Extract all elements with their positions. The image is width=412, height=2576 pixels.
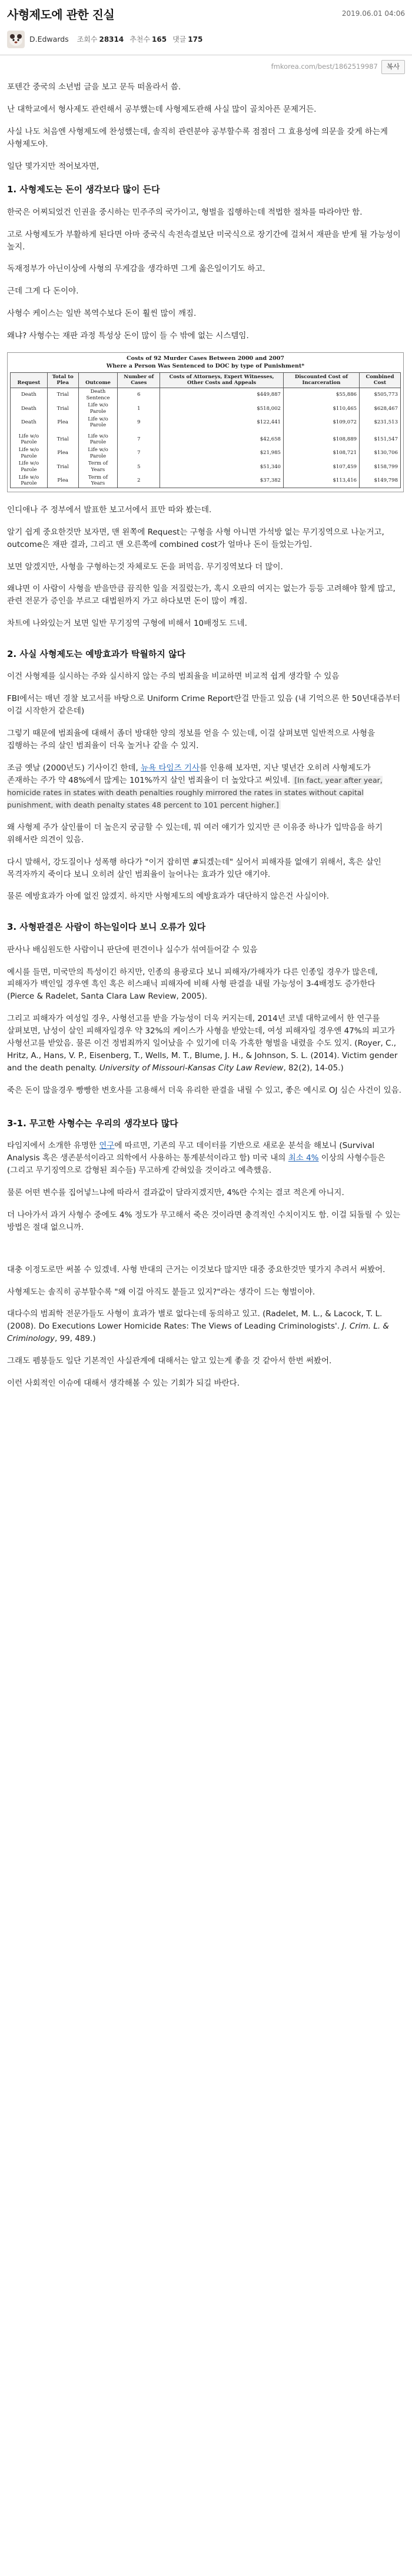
paragraph: 사실 나도 처음엔 사형제도에 찬성했는데, 솔직히 관련분야 공부할수록 점점더 그 효용성에 의문을 갖게 하는게 사형제도야. (7, 126, 388, 149)
table-cell: $231,513 (360, 416, 401, 429)
paragraph: 물론 어떤 변수를 집어넣느냐에 따라서 결과값이 달라지겠지만, 4%란 수치는 결코 적은게 아니지. (7, 1187, 344, 1197)
table-title-line-2: Where a Person Was Sentenced to DOC by type of Punishment* (106, 362, 305, 369)
paragraph (7, 762, 404, 812)
table-cell: $109,072 (283, 416, 359, 429)
table-cell: Trial (47, 402, 78, 415)
paragraph: 고로 사형제도가 부활하게 된다면 아마 중국식 속전속결보단 미국식으로 장기간에 걸쳐서 재판을 받게 될 가능성이 높지. (7, 229, 401, 252)
table-cell: Death (11, 402, 48, 415)
paragraph: 예시를 들면, 미국만의 특성이긴 하지만, 인종의 용광로다 보니 피해자/가해자가 다른 인종일 경우가 많은데, 피해자가 백인일 경우엔 흑인 혹은 히스패닉 피해자에 비해 사형 판결을 내릴 가능성이 3-4배정도 증가한다 (Pierce & Radelet, Santa Clara Law Review, 2005). (7, 967, 378, 1002)
table-cell: Death Sentence (78, 388, 118, 402)
text-span: , 82(2), 14-05.) (283, 1063, 344, 1073)
table-cell: Life w/o Parole (11, 433, 48, 446)
paragraph (7, 1140, 404, 1177)
table-cell: $110,465 (283, 402, 359, 415)
paragraph: 일단 몇가지만 적어보자면, (7, 161, 99, 171)
table-cell: 6 (118, 388, 160, 402)
paragraph: 죽은 돈이 많을경우 빵빵한 변호사를 고용해서 더욱 유리한 판결을 내릴 수 있고, 좋은 예시로 OJ 심슨 사건이 있음. (7, 1085, 401, 1095)
paragraph: 알기 쉽게 중요한것만 보자면, 맨 왼쪽에 Request는 구형을 사형 아니면 가석방 없는 무기징역으로 나눈거고, outcome은 재판 결과, 그리고 맨 오른쪽에 combined cost가 얼마나 돈이 들었는가임. (7, 527, 384, 549)
table-title (10, 355, 401, 371)
text-span: 이상의 사형수들은 (그리고 무기징역으로 감형된 죄수들) 무고하게 갇혀있을 것이라고 예측했음. (7, 1153, 386, 1175)
table-cell: 7 (118, 433, 160, 446)
table-cell: Plea (47, 416, 78, 429)
table-row (11, 474, 401, 488)
paragraph: 왜냐면 이 사람이 사형을 받을만큼 끔직한 일을 저질렀는가, 혹시 오판의 여지는 없는가 등등 고려해야 할게 많고, 관련 전문가 증인을 부르고 대법원까지 가고 하다보면 돈이 많이 깨짐. (7, 584, 396, 606)
table-cell: $158,799 (360, 460, 401, 473)
post-url[interactable]: fmkorea.com/best/1862519987 (271, 62, 378, 71)
table-cell: $130,706 (360, 446, 401, 460)
table-header: Costs of Attorneys, Expert Witnesses, Other Costs and Appeals (160, 372, 284, 388)
table-cell: $42,658 (160, 433, 284, 446)
table-cell: Plea (47, 474, 78, 488)
table-cell: Life w/o Parole (78, 416, 118, 429)
spacer (7, 1244, 404, 1264)
table-cell: Life w/o Parole (78, 433, 118, 446)
views-label: 조회수 (77, 35, 98, 44)
paragraph: 대충 이정도로만 써볼 수 있겠네. 사형 반대의 근거는 이것보다 많지만 대중 중요한것만 몇가지 추려서 써봤어. (7, 1264, 386, 1274)
table-title-line-1: Costs of 92 Murder Cases Between 2000 and 2007 (127, 355, 284, 362)
comments-stat[interactable] (172, 34, 202, 45)
comments-label: 댓글 (172, 35, 187, 44)
table-cell: $37,382 (160, 474, 284, 488)
paragraph: 이건 사형제를 실시하는 주와 실시하지 않는 주의 범죄율을 비교하면 비교적 쉽게 생각할 수 있음 (7, 672, 340, 682)
table-cell: Term of Years (78, 474, 118, 488)
table-header: Request (11, 372, 48, 388)
table-cell: 7 (118, 446, 160, 460)
journal-name: J. Crim. L. & Criminology (7, 1322, 389, 1344)
quoted-text: [In fact, year after year, homicide rates in states with death penalties roughly mirrored the rates in states without capital punishment, with death penalty states 48 percent to 101 percent higher.] (7, 775, 383, 809)
recommend-count: 165 (152, 35, 167, 44)
comments-count: 175 (188, 35, 203, 44)
paragraph (7, 1308, 404, 1345)
table-cell: $113,416 (283, 474, 359, 488)
table-cell: 9 (118, 416, 160, 429)
section-heading-1: 1. 사형제도는 돈이 생각보다 많이 든다 (7, 184, 160, 195)
paragraph (7, 1013, 404, 1075)
table-cell: Trial (47, 388, 78, 402)
table-row (11, 446, 401, 460)
section-heading-3-1: 3-1. 무고한 사형수는 우리의 생각보다 많다 (7, 1117, 178, 1129)
copy-url-button[interactable]: 복사 (381, 60, 405, 74)
table-cell: $51,340 (160, 460, 284, 473)
paragraph: 인디애나 주 정부에서 발표한 보고서에서 표만 따와 봤는데. (7, 505, 212, 515)
paragraph: 그렇기 때문에 범죄율에 대해서 좀더 방대한 양의 정보를 얻을 수 있는데, 이걸 살펴보면 일반적으로 사형을 집행하는 주의 살인 범죄율이 더욱 높거나 같을 수 있지. (7, 729, 376, 751)
nyt-article-link[interactable]: 뉴욕 타임즈 기사 (141, 763, 200, 773)
paragraph: 독재정부가 아닌이상에 사형의 무게감을 생각하면 그게 옳은일이기도 하고. (7, 264, 265, 274)
views-count: 28314 (99, 35, 124, 44)
table-cell: Life w/o Parole (78, 446, 118, 460)
recommend-stat (129, 34, 167, 45)
paragraph: 이런 사회적인 이슈에 대해서 생각해볼 수 있는 기회가 되길 바란다. (7, 1379, 240, 1389)
paragraph: 왜 사형제 주가 살인률이 더 높은지 궁금할 수 있는데, 뭐 여러 얘기가 있지만 큰 이유중 하나가 입막음을 하기 위해서란 의견이 있음. (7, 822, 383, 845)
text-span: 타임지에서 소개한 유명한 (7, 1141, 99, 1151)
recommend-label: 추천수 (129, 35, 150, 44)
views-stat (77, 34, 124, 45)
table-cell: Life w/o Parole (11, 474, 48, 488)
table-cell: $122,441 (160, 416, 284, 429)
paragraph: FBI에서는 매년 경찰 보고서를 바탕으로 Uniform Crime Report란걸 만들고 있음 (내 기억으론 한 50년대즘부터 이걸 시작한거 같은데) (7, 694, 401, 716)
table-cell: $108,721 (283, 446, 359, 460)
table-cell: $505,773 (360, 388, 401, 402)
table-cell: $55,886 (283, 388, 359, 402)
post-header (0, 0, 412, 50)
table-cell: 5 (118, 460, 160, 473)
avatar-image (7, 31, 25, 48)
table-cell: Death (11, 416, 48, 429)
table-header: Combined Cost (360, 372, 401, 388)
table-header: Total to Plea (47, 372, 78, 388)
table-cell: $108,889 (283, 433, 359, 446)
table-cell: $518,002 (160, 402, 284, 415)
table-cell: Plea (47, 446, 78, 460)
table-header-row (11, 372, 401, 388)
paragraph: 보면 알겠지만, 사형을 구형하는것 자체로도 돈을 퍼먹음. 무기징역보다 더 많이. (7, 562, 283, 572)
table-cell: $107,459 (283, 460, 359, 473)
paragraph: 근데 그게 다 돈이야. (7, 286, 79, 296)
table-row (11, 433, 401, 446)
text-span: 대다수의 범죄학 전문가들도 사형이 효과가 별로 없다는데 동의하고 있고. (Radelet, M. L., & Lacock, T. L. (2008). Do Executions Lower Homicide Rates: The Views of Leading Criminologists'. (7, 1309, 383, 1332)
paragraph: 난 대학교에서 형사제도 관련해서 공부했는데 사형제도관해 사실 많이 골치아픈 문제거든. (7, 104, 317, 114)
table-cell: Death (11, 388, 48, 402)
table-header: Discounted Cost of Incarceration (283, 372, 359, 388)
text-span: , 99, 489.) (55, 1334, 96, 1344)
table-cell: $449,887 (160, 388, 284, 402)
text-span: 그리고 피해자가 여성일 경우, 사형선고를 받을 가능성이 더욱 커지는데, 2014년 코넬 대학교에서 한 연구를 살펴보면, 남성이 살인 피해자일경우 약 32%의 케이스가 사형을 받았는데, 여성 피해자일 경우엔 47%의 피고가 사형선고를 받았음. 물론 이건 정범죄까지 일어났을 수 있기에 더욱 가혹한 형벌을 내렸을 수도 있지. (Royer, C., Hritz, A., Hans, V. P., Eisenberg, T., Wells, M. T., Blume, J. H., & Johnson, S. L. (2014). Victim gender and the death penalty. (7, 1014, 398, 1073)
table-row (11, 402, 401, 415)
paragraph: 한국은 어찌되었건 인권을 중시하는 민주주의 국가이고, 형벌을 집행하는데 적법한 절차를 따라야만 함. (7, 207, 363, 217)
section-heading-3: 3. 사형판결은 사람이 하는일이다 보니 오류가 있다 (7, 922, 206, 933)
table-cell: 1 (118, 402, 160, 415)
paragraph: 다시 말해서, 강도질이나 성폭행 하다가 "이거 잡히면 #되겠는데" 싶어서 피해자를 없애기 위해서, 혹은 살인 목격자까지 죽이다 보니 오히려 살인 범죄율이 늘어나는 효과가 있단 얘기야. (7, 857, 381, 879)
table-cell: $628,467 (360, 402, 401, 415)
table-cell: 2 (118, 474, 160, 488)
post-date: 2019.06.01 04:06 (341, 9, 405, 18)
cost-table-figure (7, 352, 404, 492)
paragraph: 왜냐? 사형수는 재판 과정 특성상 돈이 많이 들 수 밖에 없는 시스템임. (7, 331, 249, 341)
text-span: 를 인용해 보자면, 지난 몇년간 오히려 사형제도가 존재하는 주가 약 48%에서 많게는 101%까지 살인 범죄율이 더 높았다고 써있네. (7, 763, 371, 785)
table-header: Outcome (78, 372, 118, 388)
url-row (0, 55, 412, 74)
paragraph: 판사나 배심원도한 사람이니 판단에 편견이나 실수가 섞여들어갈 수 있음 (7, 945, 258, 955)
table-cell: Trial (47, 460, 78, 473)
table-cell: $21,985 (160, 446, 284, 460)
paragraph: 차트에 나와있는거 보면 일반 무기징역 구형에 비해서 10배정도 드네. (7, 619, 247, 629)
table-row (11, 460, 401, 473)
paragraph: 사형제도는 솔직히 공부할수록 "왜 이걸 아직도 붙들고 있지?"라는 생각이 드는 형벌이야. (7, 1287, 315, 1297)
post-meta (7, 29, 405, 50)
cost-table (10, 372, 401, 488)
paragraph: 그래도 펨붕들도 일단 기본적인 사실관계에 대해서는 알고 있는게 좋을 것 같아서 한번 써봤어. (7, 1356, 332, 1366)
text-span: 조금 옛날 (2000년도) 기사이긴 한데, (7, 763, 141, 773)
table-cell: Term of Years (78, 460, 118, 473)
section-heading-2: 2. 사실 사형제도는 예방효과가 탁월하지 않다 (7, 649, 186, 660)
table-row (11, 388, 401, 402)
title-row (7, 6, 405, 24)
paragraph: 더 나아가서 과거 사형수 중에도 4% 정도가 무고해서 죽은 것이라면 충격적인 수치이지도 함. 이걸 되돌릴 수 있는 방법은 절대 없으니까. (7, 1210, 401, 1232)
paragraph: 사형수 케이스는 일반 복역수보다 돈이 훨씬 많이 깨짐. (7, 309, 197, 319)
table-cell: $151,547 (360, 433, 401, 446)
text-span: 에 따르면, 기존의 무고 데이터를 기반으로 새로운 분석을 해보니 (Survival Analysis 혹은 생존분석이라고 의학에서 사용하는 통계분석이라고 함) 미국 내의 (7, 1141, 375, 1163)
study-link[interactable]: 연구 (99, 1141, 115, 1151)
table-cell: Life w/o Parole (11, 460, 48, 473)
table-row (11, 416, 401, 429)
paragraph: 포텐간 중국의 소년범 글을 보고 문득 떠올라서 씀. (7, 82, 181, 92)
author-name[interactable]: D.Edwards (29, 35, 69, 44)
table-cell: Trial (47, 433, 78, 446)
post-title: 사형제도에 관한 진실 (7, 8, 115, 22)
table-header: Number of Cases (118, 372, 160, 388)
paragraph: 물론 예방효과가 아예 없진 않겠지. 하지만 사형제도의 예방효과가 대단하지 않은건 사실이야. (7, 892, 330, 902)
journal-name: University of Missouri-Kansas City Law Review (99, 1063, 284, 1073)
table-cell: $149,798 (360, 474, 401, 488)
table-cell: Life w/o Parole (11, 446, 48, 460)
avatar[interactable] (7, 31, 25, 48)
table-cell: Life w/o Parole (78, 402, 118, 415)
post-content (0, 74, 412, 1390)
four-percent-link[interactable]: 최소 4% (288, 1153, 319, 1163)
